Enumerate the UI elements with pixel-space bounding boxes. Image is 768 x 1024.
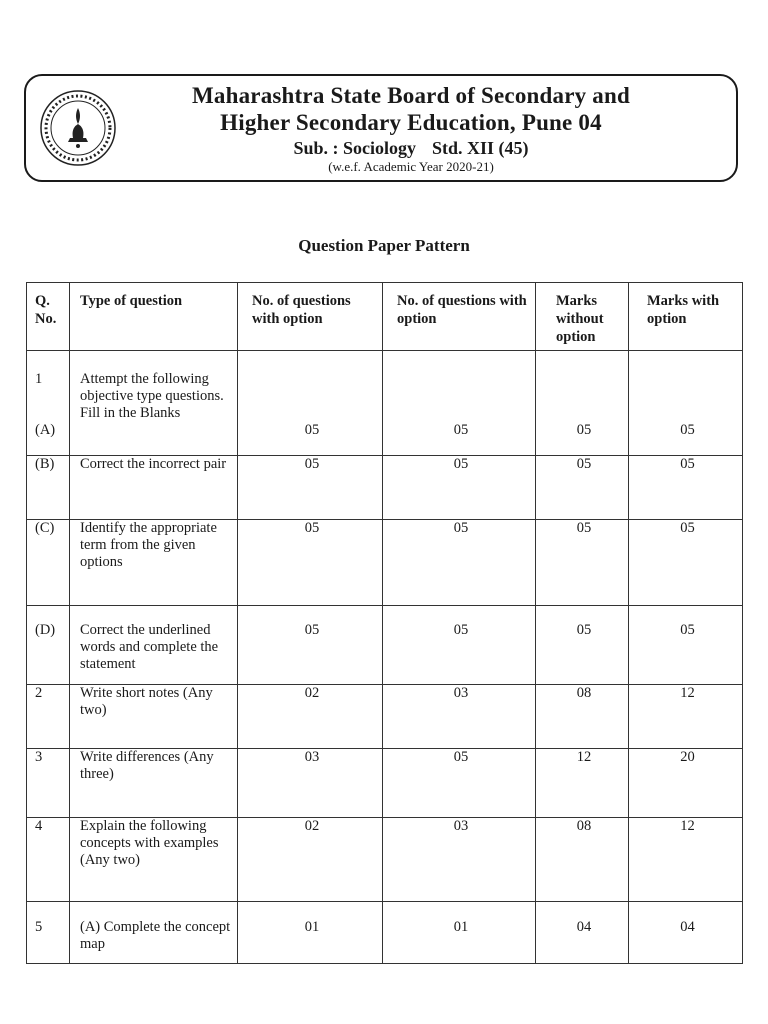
- value-cell: 08: [536, 818, 629, 902]
- value-cell: 08: [536, 685, 629, 749]
- value-cell: 02: [238, 685, 383, 749]
- value-cell: 05: [383, 606, 536, 685]
- value-cell: 04: [629, 902, 743, 964]
- qno-cell: [27, 351, 70, 456]
- header-text: [26, 82, 736, 174]
- type-cell: Identify the appropriate term from the given options: [70, 520, 238, 606]
- value-cell: 02: [238, 818, 383, 902]
- value-cell: 01: [238, 902, 383, 964]
- col-header-with-option-1: No. of questions with option: [238, 283, 383, 351]
- type-cell: [70, 351, 238, 456]
- header-box: [24, 74, 738, 182]
- question-type: Fill in the Blanks: [80, 405, 181, 421]
- value-cell: 05: [536, 456, 629, 520]
- type-cell: Correct the underlined words and complete the statement: [70, 606, 238, 685]
- question-intro: Attempt the following objective type questions.: [80, 371, 224, 404]
- qno-cell: (B): [27, 456, 70, 520]
- value-cell: 05: [536, 606, 629, 685]
- col-header-type: Type of question: [70, 283, 238, 351]
- question-pattern-table: [26, 282, 743, 964]
- type-cell: Correct the incorrect pair: [70, 456, 238, 520]
- value-cell: 12: [629, 685, 743, 749]
- qno-cell: 5: [27, 902, 70, 964]
- board-name-line2: Higher Secondary Education, Pune 04: [220, 110, 602, 135]
- type-cell: (A) Complete the concept map: [70, 902, 238, 964]
- table-row: [27, 685, 743, 749]
- value-cell: 05: [383, 456, 536, 520]
- col-header-marks-with: Marks with option: [629, 283, 743, 351]
- value-cell: 04: [536, 902, 629, 964]
- col-header-with-option-2: No. of questions with option: [383, 283, 536, 351]
- value-cell: 05: [238, 606, 383, 685]
- qno-cell: (C): [27, 520, 70, 606]
- value-cell: 05: [238, 351, 383, 456]
- table-row: [27, 818, 743, 902]
- value-cell: 05: [536, 351, 629, 456]
- table-row: [27, 351, 743, 456]
- qno-cell: 4: [27, 818, 70, 902]
- value-cell: 05: [238, 456, 383, 520]
- type-cell: Write differences (Any three): [70, 749, 238, 818]
- value-cell: 05: [238, 520, 383, 606]
- table-row: [27, 456, 743, 520]
- qno-cell: 3: [27, 749, 70, 818]
- standard: Std. XII (45): [432, 138, 529, 158]
- value-cell: 03: [238, 749, 383, 818]
- value-cell: 12: [536, 749, 629, 818]
- qno-cell: 2: [27, 685, 70, 749]
- value-cell: 05: [629, 520, 743, 606]
- value-cell: 05: [629, 351, 743, 456]
- qno-cell: (D): [27, 606, 70, 685]
- qno: 1: [35, 371, 43, 387]
- value-cell: 05: [629, 606, 743, 685]
- effective-year: (w.e.f. Academic Year 2020-21): [328, 159, 494, 174]
- value-cell: 03: [383, 685, 536, 749]
- type-cell: Write short notes (Any two): [70, 685, 238, 749]
- value-cell: 05: [383, 520, 536, 606]
- col-header-qno: Q. No.: [27, 283, 70, 351]
- table-row: [27, 902, 743, 964]
- table-header-row: [27, 283, 743, 351]
- value-cell: 05: [383, 351, 536, 456]
- value-cell: 05: [629, 456, 743, 520]
- value-cell: 05: [383, 749, 536, 818]
- subject-line: [86, 137, 736, 159]
- value-cell: 01: [383, 902, 536, 964]
- subject: Sub. : Sociology: [293, 138, 416, 158]
- value-cell: 05: [536, 520, 629, 606]
- value-cell: 03: [383, 818, 536, 902]
- col-header-marks-without: Marks without option: [536, 283, 629, 351]
- qno-sub: (A): [35, 422, 56, 438]
- page-title: Question Paper Pattern: [298, 236, 470, 255]
- board-name-line1: Maharashtra State Board of Secondary and: [192, 83, 630, 108]
- type-cell: Explain the following concepts with examples (Any two): [70, 818, 238, 902]
- value-cell: 12: [629, 818, 743, 902]
- value-cell: 20: [629, 749, 743, 818]
- table-row: [27, 606, 743, 685]
- table-row: [27, 749, 743, 818]
- table-row: [27, 520, 743, 606]
